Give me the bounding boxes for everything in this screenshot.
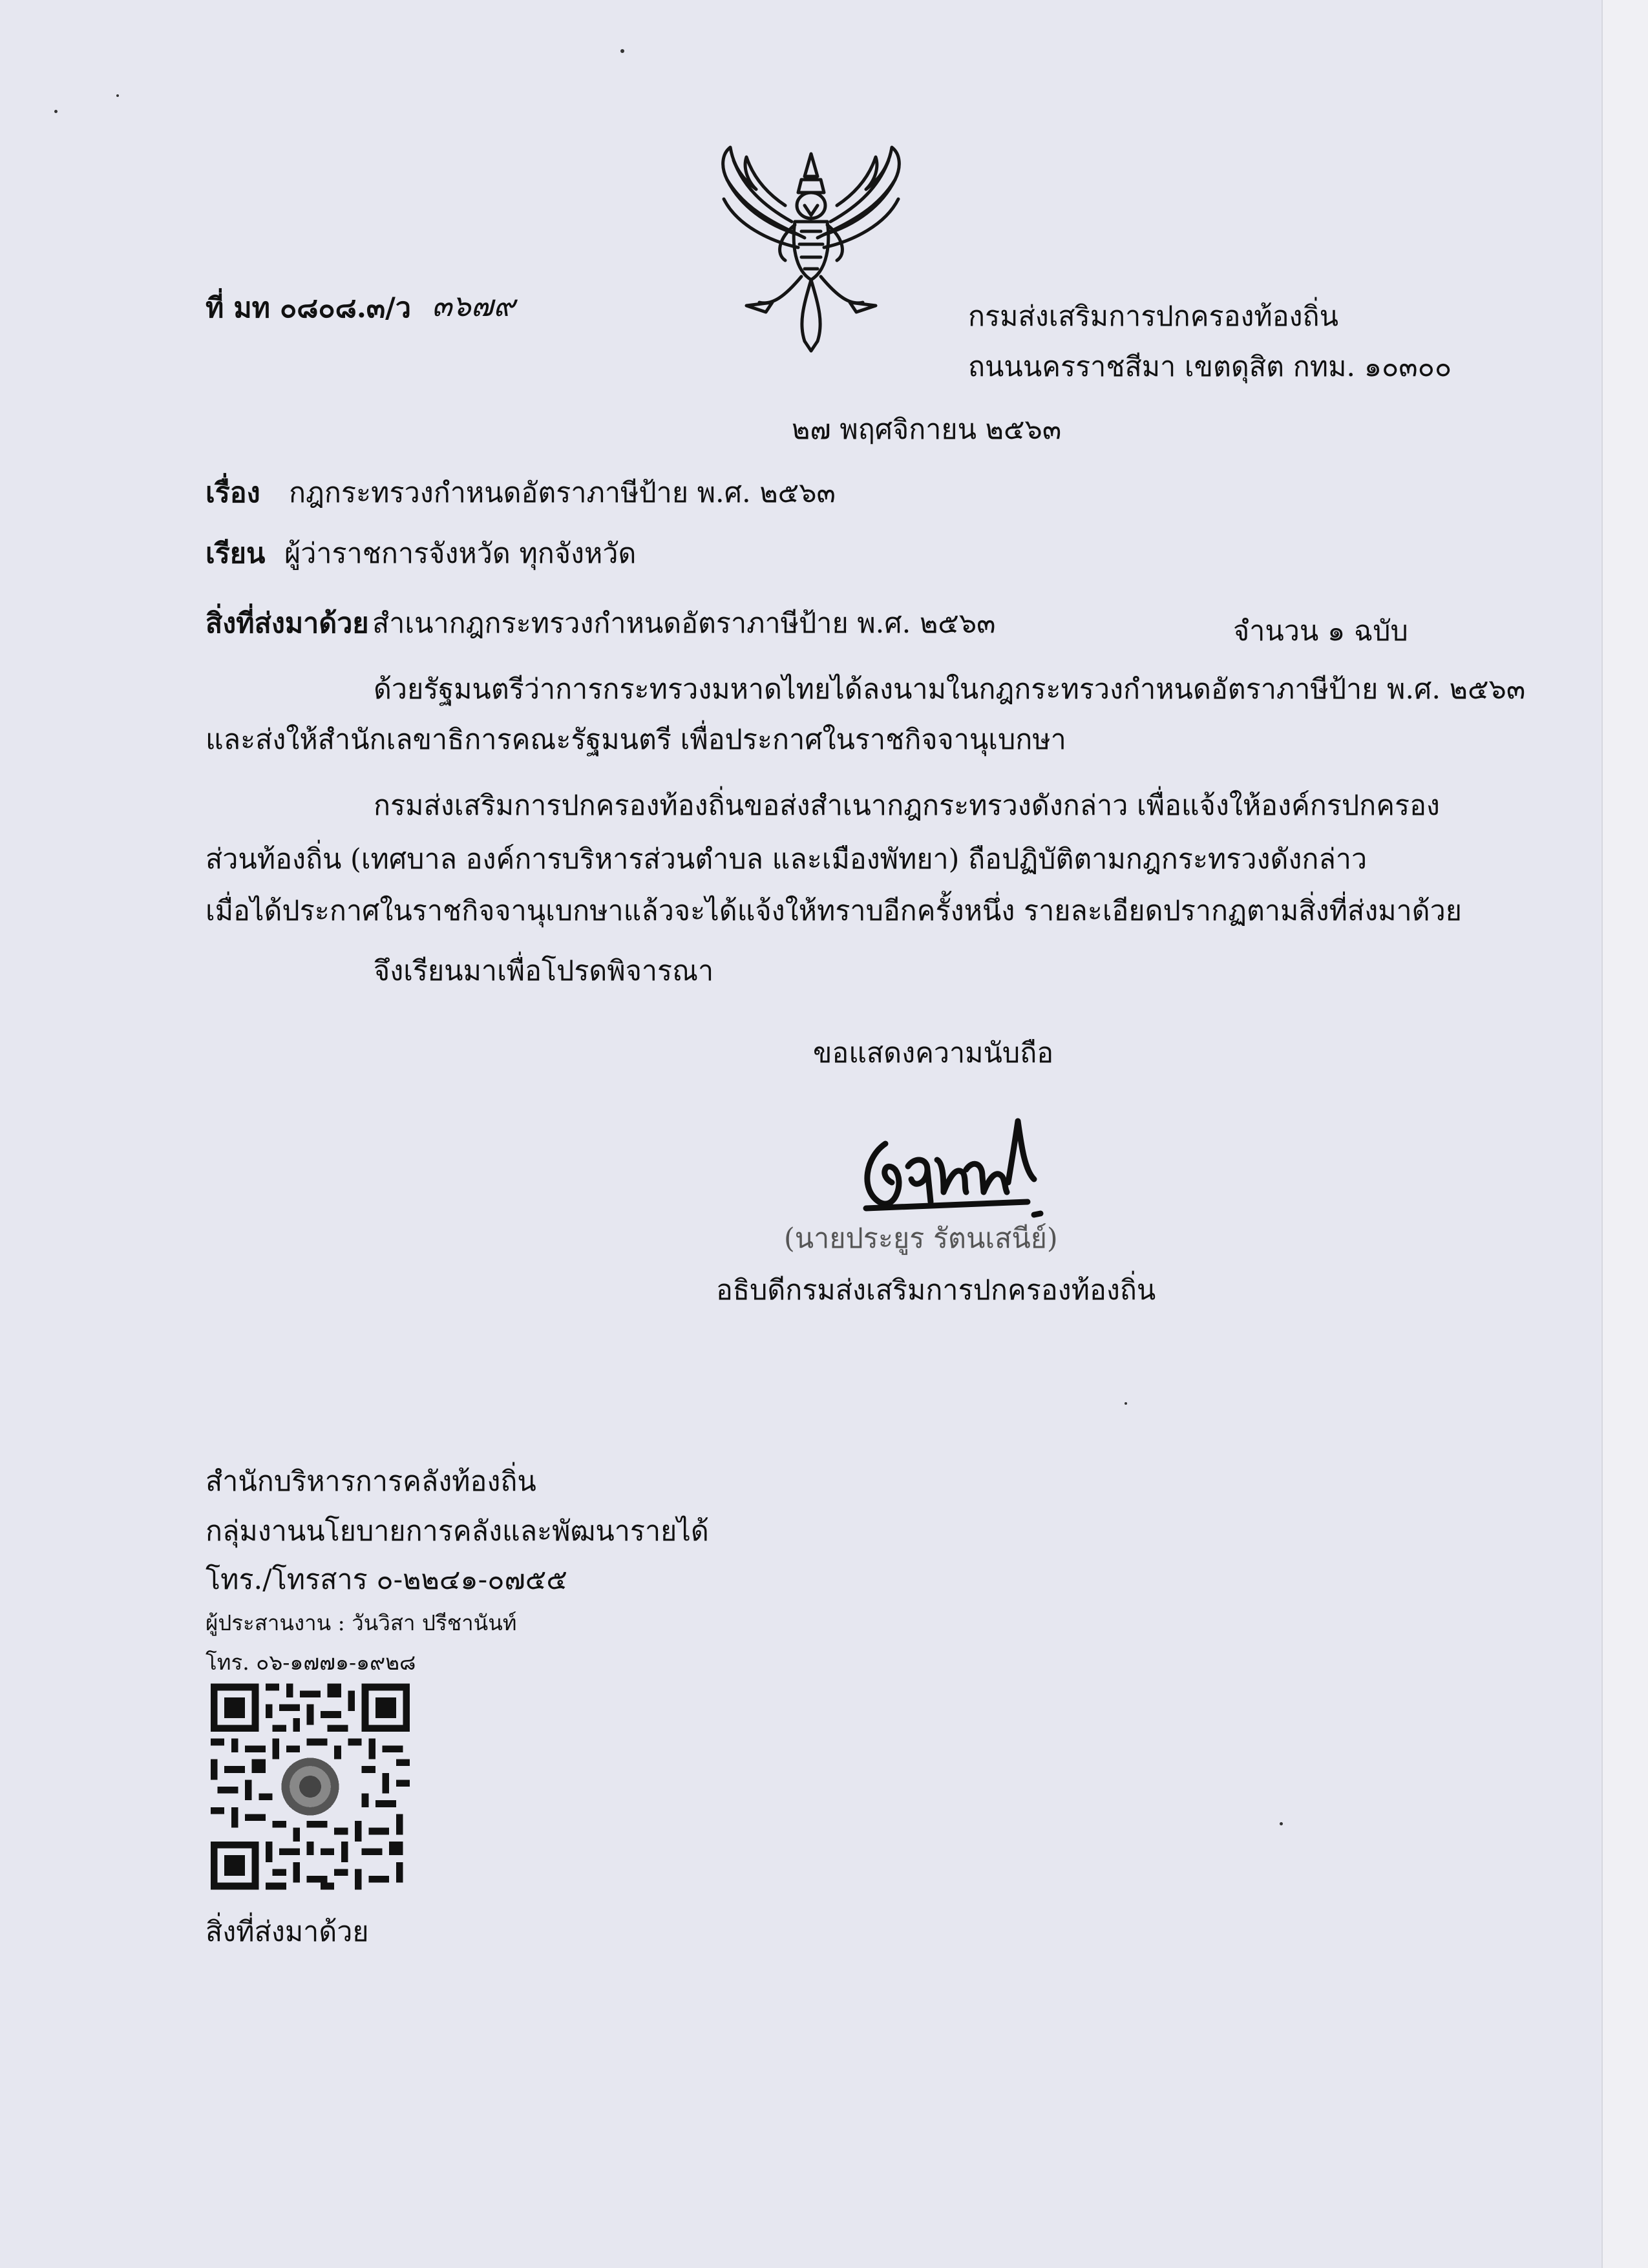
garuda-emblem-icon [708, 141, 914, 354]
recipient-label: เรียน [206, 538, 266, 570]
signer-title: อธิบดีกรมส่งเสริมการปกครองท้องถิ่น [716, 1274, 1156, 1307]
scan-speck [1125, 1402, 1127, 1405]
scan-speck [620, 49, 624, 53]
closing-salutation: ขอแสดงความนับถือ [813, 1037, 1054, 1069]
signer-name: (นายประยูร รัตนเสนีย์) [784, 1223, 1058, 1255]
paragraph-2-line-2: ส่วนท้องถิ่น (เทศบาล องค์การบริหารส่วนตำบล และเมืองพัทยา) ถือปฏิบัติตามกฎกระทรวงดังกล่าว [206, 843, 1368, 876]
footer-office: สำนักบริหารการคลังท้องถิ่น [206, 1465, 536, 1498]
qr-code-icon [211, 1683, 410, 1890]
scanner-background-strip [1601, 0, 1648, 2268]
scan-speck [1280, 1822, 1283, 1825]
paragraph-1-line-2: และส่งให้สำนักเลขาธิการคณะรัฐมนตรี เพื่อประกาศในราชกิจจานุเบกษา [206, 724, 1066, 756]
qr-caption: สิ่งที่ส่งมาด้วย [206, 1916, 369, 1948]
footer-coordinator: ผู้ประสานงาน : วันวิสา ปรีชานันท์ [206, 1610, 517, 1635]
scan-speck [116, 94, 119, 97]
handwritten-reference: ๓๖๗๙ [432, 288, 515, 323]
sender-organization: กรมส่งเสริมการปกครองท้องถิ่น [968, 300, 1338, 333]
footer-group: กลุ่มงานนโยบายการคลังและพัฒนารายได้ [206, 1515, 709, 1548]
subject-label: เรื่อง [206, 477, 260, 509]
enclosure-text: สำเนากฎกระทรวงกำหนดอัตราภาษีป้าย พ.ศ. ๒๕๖๓ [372, 607, 996, 640]
footer-phone-fax: โทร./โทรสาร ๐-๒๒๔๑-๐๗๕๕ [206, 1564, 567, 1596]
footer-mobile: โทร. ๐๖-๑๗๗๑-๑๙๒๘ [206, 1650, 416, 1675]
paragraph-3: จึงเรียนมาเพื่อโปรดพิจารณา [374, 955, 714, 987]
enclosure-count: จำนวน ๑ ฉบับ [1233, 615, 1408, 647]
paragraph-1-line-1: ด้วยรัฐมนตรีว่าการกระทรวงมหาดไทยได้ลงนามในกฎกระทรวงกำหนดอัตราภาษีป้าย พ.ศ. ๒๕๖๓ [374, 673, 1526, 706]
letter-date: ๒๗ พฤศจิกายน ๒๕๖๓ [792, 414, 1062, 446]
paragraph-2-line-1: กรมส่งเสริมการปกครองท้องถิ่นขอส่งสำเนากฎกระทรวงดังกล่าว เพื่อแจ้งให้องค์กรปกครอง [374, 790, 1440, 822]
handwritten-signature-icon [840, 1105, 1047, 1221]
paragraph-2-line-3: เมื่อได้ประกาศในราชกิจจานุเบกษาแล้วจะได้แจ้งให้ทราบอีกครั้งหนึ่ง รายละเอียดปรากฏตามสิ่งที่ส่งมาด้วย [206, 895, 1462, 927]
recipient-text: ผู้ว่าราชการจังหวัด ทุกจังหวัด [284, 538, 637, 570]
scan-speck [54, 110, 58, 113]
subject-text: กฎกระทรวงกำหนดอัตราภาษีป้าย พ.ศ. ๒๕๖๓ [289, 477, 836, 509]
enclosure-label: สิ่งที่ส่งมาด้วย [206, 607, 369, 640]
sender-address: ถนนนครราชสีมา เขตดุสิต กทม. ๑๐๓๐๐ [968, 351, 1452, 383]
reference-number: ที่ มท ๐๘๐๘.๓/ว [206, 292, 412, 324]
